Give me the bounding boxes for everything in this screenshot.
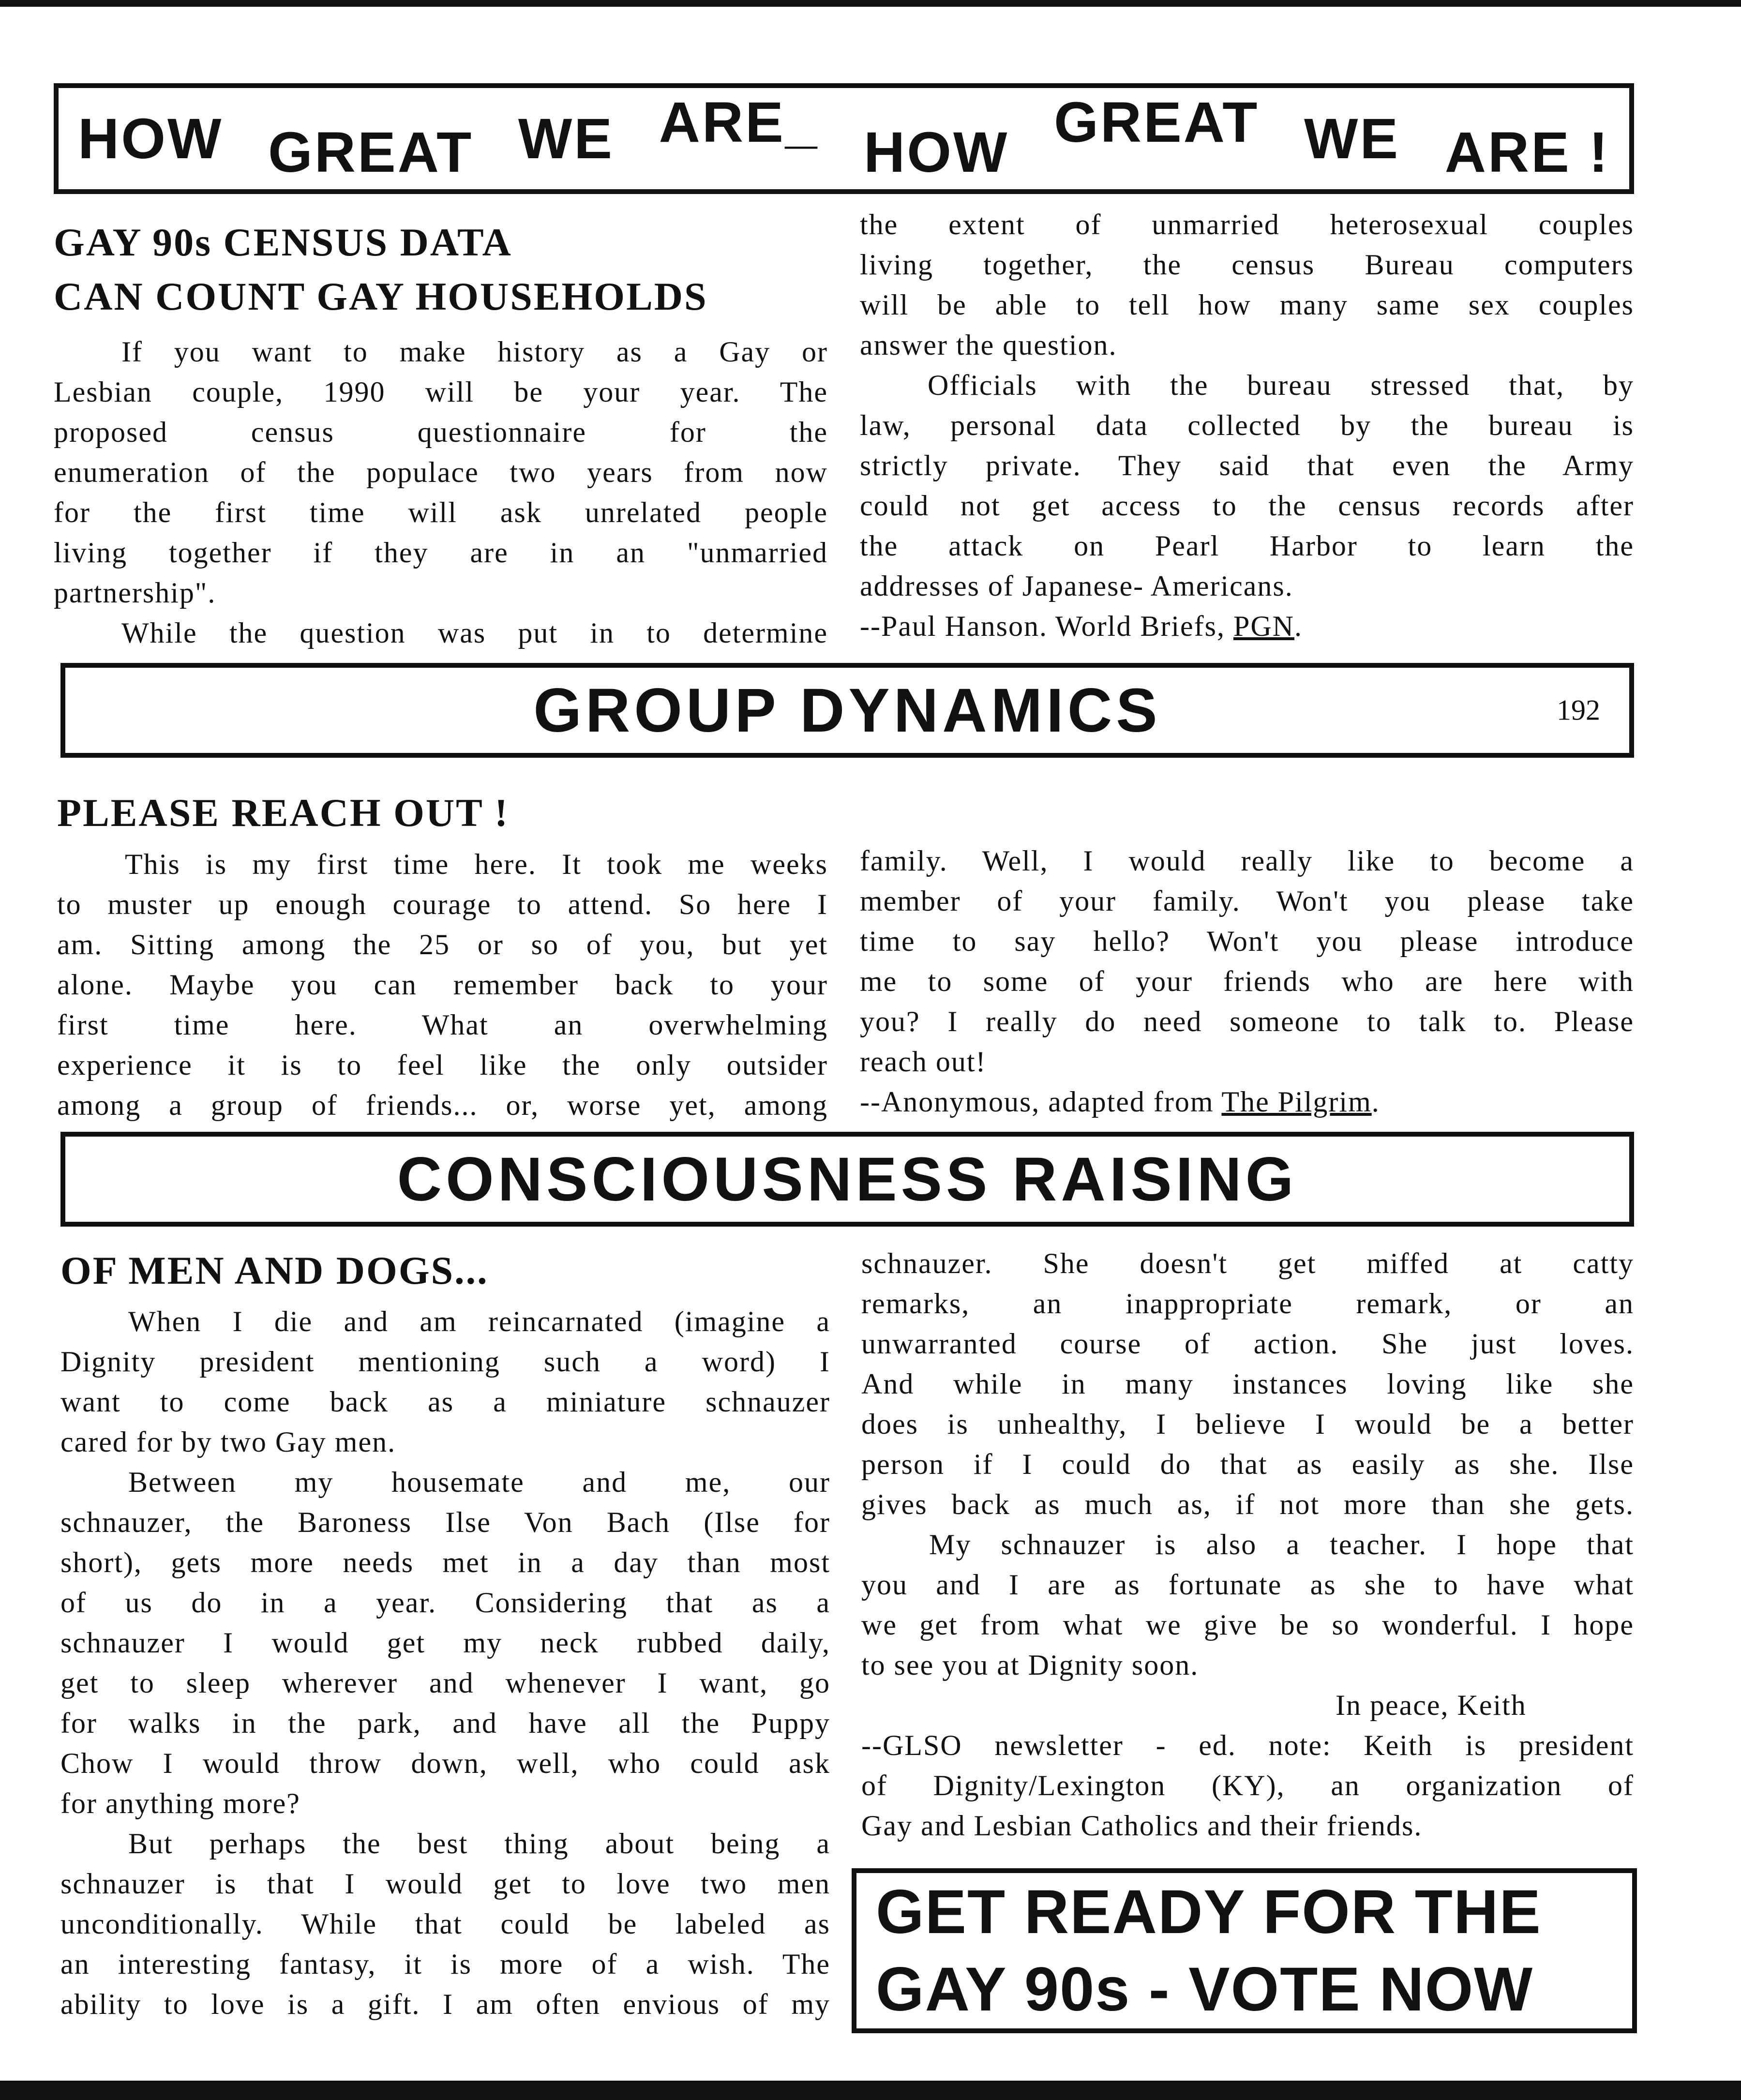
text-line: schnauzer. She doesn't get miffed at catty [861, 1247, 1634, 1279]
signoff-line: In peace, Keith [1336, 1689, 1527, 1721]
text-line: proposed census questionnaire for the [54, 416, 828, 448]
text-line: My schnauzer is also a teacher. I hope that [929, 1529, 1634, 1560]
reach-out-column-2 [860, 841, 1634, 1122]
text-line: the extent of unmarried heterosexual couples [860, 209, 1634, 240]
callout-line: GET READY FOR THE [876, 1877, 1542, 1947]
banner-word: HOW [864, 120, 1009, 184]
text-line: Officials with the bureau stressed that, by [928, 369, 1634, 401]
text-line: among a group of friends... or, worse yet, among [57, 1089, 828, 1121]
text-line: gives back as much as, if not more than she gets. [861, 1488, 1634, 1520]
text-line: me to some of your friends who are here with [860, 965, 1634, 997]
text-line: While the question was put in to determine [121, 617, 828, 649]
text-line: family. Well, I would really like to become a [860, 845, 1634, 877]
text-line: experience it is to feel like the only outsider [57, 1049, 828, 1081]
reach-out-column-1 [57, 844, 828, 1125]
text-line: addresses of Japanese- Americans. [860, 570, 1293, 602]
text-line: an interesting fantasy, it is more of a wish. The [60, 1948, 830, 1980]
source-title: The Pilgrim [1221, 1086, 1372, 1118]
section-header-consciousness-raising [60, 1132, 1634, 1227]
text-line: If you want to make history as a Gay or [121, 336, 828, 368]
citation-line [860, 1082, 1634, 1122]
citation-line [860, 606, 1634, 646]
section-header-group-dynamics [60, 663, 1634, 758]
reach-out-headline [57, 786, 509, 840]
text-line: to muster up enough courage to attend. So here I [57, 888, 828, 920]
banner-word: WE [1304, 106, 1400, 171]
text-line: get to sleep wherever and whenever I want, go [60, 1667, 830, 1699]
text-line: of Dignity/Lexington (KY), an organization of [861, 1770, 1634, 1801]
text-line: first time here. What an overwhelming [57, 1009, 828, 1041]
text-line: you? I really do need someone to talk to. Please [860, 1005, 1634, 1037]
dogs-column-1 [60, 1302, 830, 2025]
text-line: strictly private. They said that even the Army [860, 450, 1634, 481]
text-line: short), gets more needs met in a day than most [60, 1546, 830, 1578]
page-number: 192 [1557, 694, 1600, 726]
text-line: time to say hello? Won't you please introduce [860, 925, 1634, 957]
text-line: partnership". [54, 577, 216, 609]
text-line: unconditionally. While that could be labeled as [60, 1908, 830, 1940]
text-line: ability to love is a gift. I am often envious of my [60, 1988, 830, 2020]
text-line: could not get access to the census records after [860, 490, 1634, 522]
text-line: cared for by two Gay men. [60, 1426, 396, 1458]
text-line: we get from what we give be so wonderful. I hope [861, 1609, 1634, 1641]
text-line: of us do in a year. Considering that as a [60, 1587, 830, 1619]
citation-text: . [1294, 610, 1303, 642]
section-title: CONSCIOUSNESS RAISING [397, 1144, 1298, 1214]
citation-text: --Paul Hanson. World Briefs, [860, 610, 1233, 642]
headline-line: PLEASE REACH OUT ! [57, 791, 510, 835]
callout-line: GAY 90s - VOTE NOW [876, 1954, 1534, 2024]
text-line: answer the question. [860, 329, 1117, 361]
dogs-column-2 [861, 1244, 1634, 1846]
text-line: reach out! [860, 1046, 987, 1078]
text-line: schnauzer is that I would get to love two men [60, 1868, 830, 1900]
text-line: Lesbian couple, 1990 will be your year. The [54, 376, 828, 408]
text-line: living together, the census Bureau computers [860, 249, 1634, 281]
text-line: you and I are as fortunate as she to have what [861, 1569, 1634, 1601]
banner-word: WE [518, 106, 614, 171]
text-line: Gay and Lesbian Catholics and their friends. [861, 1810, 1423, 1842]
headline-line: GAY 90s CENSUS DATA [54, 220, 512, 264]
text-line: for walks in the park, and have all the Puppy [60, 1707, 830, 1739]
citation-text: --Anonymous, adapted from [860, 1086, 1222, 1118]
text-line: member of your family. Won't you please take [860, 885, 1634, 917]
text-line: Dignity president mentioning such a word) I [60, 1346, 830, 1378]
text-line: living together if they are in an "unmarried [54, 537, 828, 569]
text-line: person if I could do that as easily as she. Ilse [861, 1448, 1634, 1480]
banner-word: HOW [78, 106, 224, 171]
banner-word: ARE_ [659, 90, 819, 154]
source-title: PGN [1233, 610, 1294, 642]
section-title: GROUP DYNAMICS [533, 675, 1161, 745]
citation-text: . [1371, 1086, 1380, 1118]
census-column-2 [860, 205, 1634, 646]
text-line: will be able to tell how many same sex couples [860, 289, 1634, 321]
text-line: remarks, an inappropriate remark, or an [861, 1288, 1634, 1320]
text-line: law, personal data collected by the bureau is [860, 409, 1634, 441]
scan-edge-top [0, 0, 1741, 7]
text-line: But perhaps the best thing about being a [128, 1828, 830, 1860]
text-line: want to come back as a miniature schnauzer [60, 1386, 830, 1418]
text-line: enumeration of the populace two years from now [54, 456, 828, 488]
census-headline [54, 215, 708, 324]
text-line: for anything more? [60, 1787, 300, 1819]
text-line: schnauzer, the Baroness Ilse Von Bach (Ilse for [60, 1506, 830, 1538]
text-line: Between my housemate and me, our [128, 1466, 830, 1498]
text-line: am. Sitting among the 25 or so of you, but yet [57, 929, 828, 960]
headline-line: OF MEN AND DOGS... [60, 1248, 489, 1292]
text-line: the attack on Pearl Harbor to learn the [860, 530, 1634, 562]
text-line: --GLSO newsletter - ed. note: Keith is president [861, 1729, 1634, 1761]
page-banner [54, 83, 1634, 194]
text-line: This is my first time here. It took me weeks [125, 848, 828, 880]
banner-word: GREAT [1054, 90, 1260, 154]
text-line: does is unhealthy, I believe I would be a better [861, 1408, 1634, 1440]
headline-line: CAN COUNT GAY HOUSEHOLDS [54, 274, 708, 318]
text-line: alone. Maybe you can remember back to your [57, 969, 828, 1001]
text-line: to see you at Dignity soon. [861, 1649, 1199, 1681]
scan-edge-bottom [0, 2081, 1741, 2100]
text-line: for the first time will ask unrelated people [54, 496, 828, 528]
banner-word: ARE ! [1444, 120, 1610, 184]
vote-now-callout [852, 1868, 1637, 2033]
text-line: unwarranted course of action. She just loves. [861, 1328, 1634, 1360]
census-column-1 [54, 332, 828, 653]
text-line: When I die and am reincarnated (imagine a [128, 1305, 830, 1337]
banner-word: GREAT [268, 120, 474, 184]
text-line: Chow I would throw down, well, who could ask [60, 1747, 830, 1779]
dogs-headline [60, 1244, 489, 1298]
text-line: And while in many instances loving like she [861, 1368, 1634, 1400]
text-line: schnauzer I would get my neck rubbed daily, [60, 1627, 830, 1659]
